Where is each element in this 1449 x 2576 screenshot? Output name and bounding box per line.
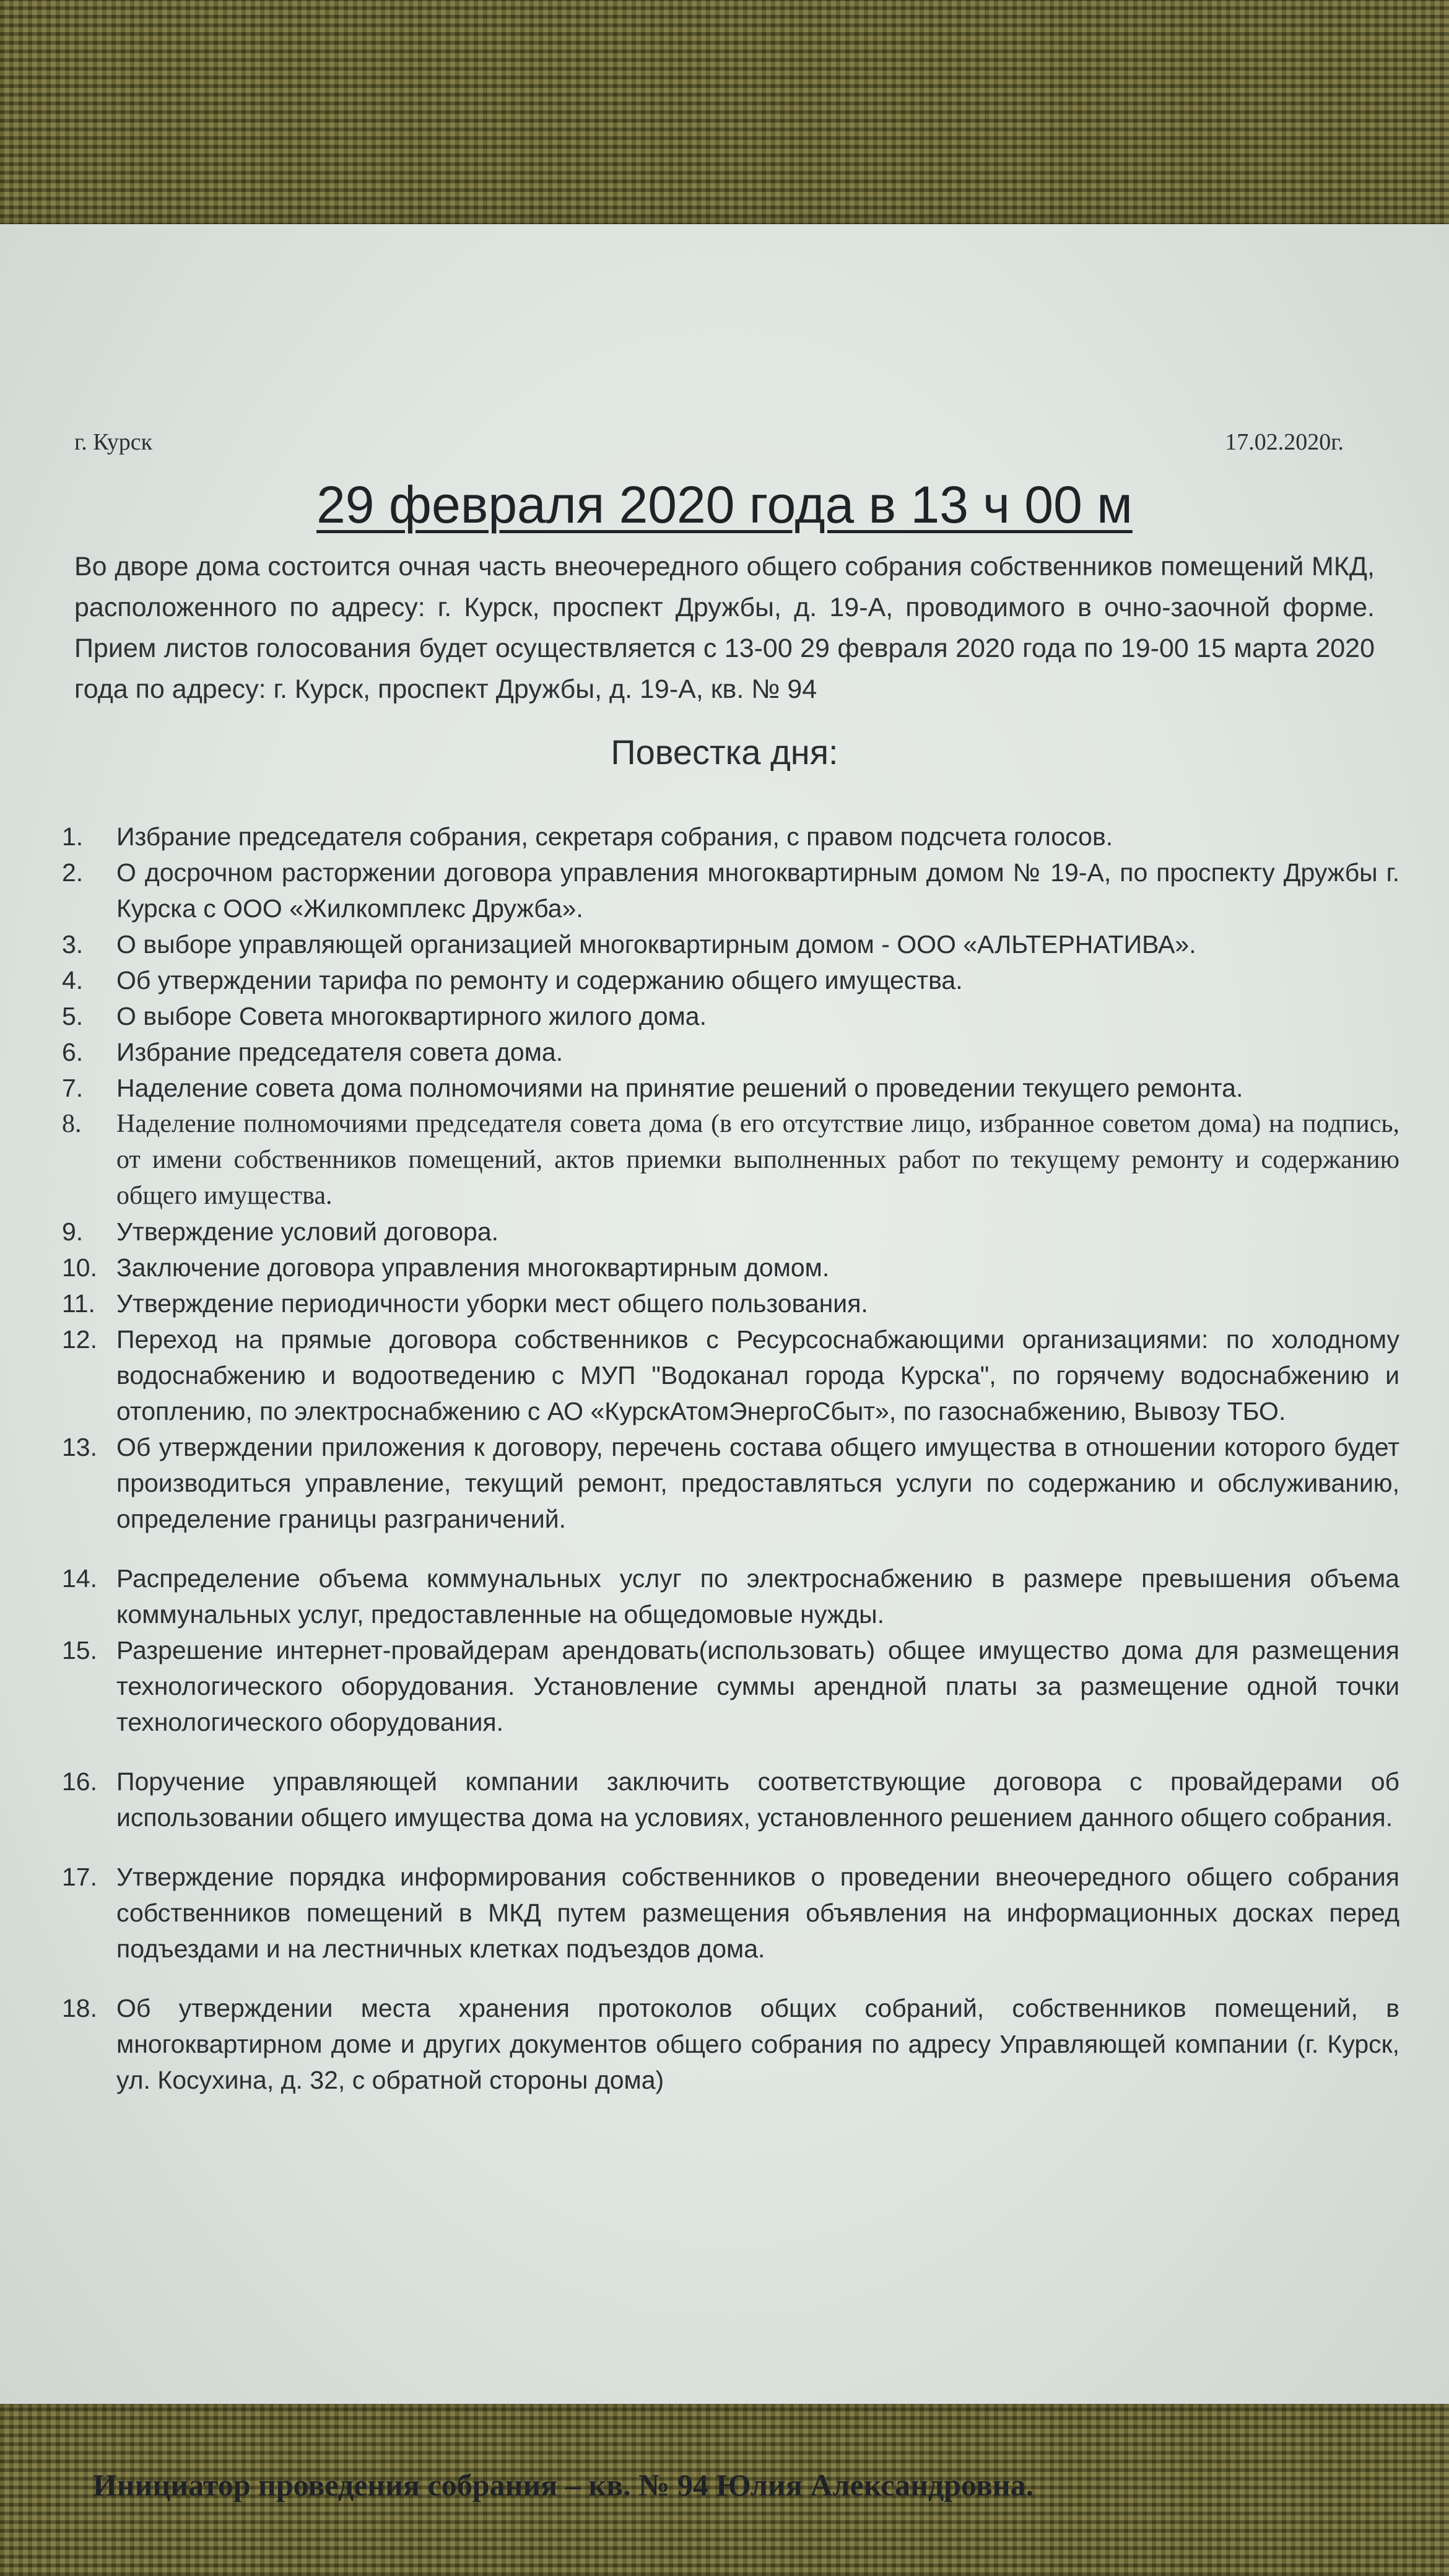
- initiator-line: Инициатор проведения собрания – кв. № 94 Юлия Александровна.: [93, 2468, 1034, 2502]
- agenda-item-number: 1.: [62, 822, 84, 851]
- agenda-item-number: 13.: [62, 1433, 97, 1461]
- agenda-item-text: Наделение совета дома полномочиями на принятие решений о проведении текущего ремонта.: [116, 1074, 1243, 1102]
- agenda-item: [62, 1321, 1399, 1429]
- agenda-item-number: 8.: [62, 1110, 82, 1138]
- agenda-item-text: О досрочном расторжении договора управления многоквартирным домом № 19-А, по проспекту Дружбы г. Курска с ООО «Жилкомплекс Дружба».: [116, 858, 1399, 923]
- agenda-item-text: Избрание председателя собрания, секретаря собрания, с правом подсчета голосов.: [116, 822, 1113, 851]
- agenda-item: [62, 1286, 1399, 1321]
- agenda-item-text: Переход на прямые договора собственников с Ресурсоснабжающими организациями: по холодному водоснабжению и водоотведению с МУП "Водоканал города Курска", по горячему водоснабжению и отоплению, по электроснабжению с АО «КурскАтомЭнергоСбыт», по газоснабжению, Вывозу ТБО.: [116, 1325, 1399, 1425]
- agenda-item: [62, 819, 1399, 855]
- agenda-item-number: 12.: [62, 1325, 97, 1354]
- agenda-item-text: О выборе Совета многоквартирного жилого дома.: [116, 1002, 707, 1030]
- agenda-item-number: 15.: [62, 1636, 97, 1664]
- agenda-item-number: 4.: [62, 966, 84, 994]
- intro-paragraph: Во дворе дома состоится очная часть внеочередного общего собрания собственников помещений МКД, расположенного по адресу: г. Курск, проспект Дружбы, д. 19-А, проводимого в очно-заочной форме. Прием листов голосования будет осуществляется с 13-00 29 февраля 2020 года по 19-00 15 марта 2020 года по адресу: г. Курск, проспект Дружбы, д. 19-А, кв. № 94: [74, 552, 1375, 704]
- agenda-item-text: Утверждение периодичности уборки мест общего пользования.: [116, 1289, 868, 1318]
- agenda-item-text: Об утверждении приложения к договору, перечень состава общего имущества в отношении которого будет производиться управление, текущий ремонт, предоставляться услуги по содержанию и обслуживанию, определение границы разграничений.: [116, 1433, 1399, 1533]
- agenda-item-number: 9.: [62, 1217, 84, 1246]
- agenda-item-number: 5.: [62, 1002, 84, 1030]
- meeting-datetime-text: 29 февраля 2020 года в 13 ч 00 м: [316, 476, 1133, 534]
- agenda-item: [62, 1632, 1399, 1740]
- agenda-item-text: Заключение договора управления многоквартирным домом.: [116, 1253, 830, 1282]
- agenda-item-text: О выборе управляющей организацией многоквартирным домом - ООО «АЛЬТЕРНАТИВА».: [116, 930, 1196, 959]
- agenda-item-number: 18.: [62, 1994, 97, 2022]
- agenda-item: [62, 1250, 1399, 1286]
- agenda-item-number: 10.: [62, 1253, 97, 1282]
- agenda-item: [62, 1429, 1399, 1537]
- agenda-title: Повестка дня:: [611, 733, 838, 772]
- agenda-item-text: Об утверждении тарифа по ремонту и содержанию общего имущества.: [116, 966, 963, 994]
- agenda-item: [62, 1859, 1399, 1967]
- agenda-item-text: Избрание председателя совета дома.: [116, 1038, 564, 1066]
- agenda-item: [62, 1560, 1399, 1632]
- notice-sheet: [0, 224, 1449, 2502]
- city-label: г. Курск: [74, 429, 153, 455]
- agenda-item-number: 11.: [62, 1289, 95, 1318]
- agenda-item: [62, 1764, 1399, 1835]
- agenda-item: [62, 926, 1399, 962]
- agenda-item: [62, 1106, 1399, 1214]
- agenda-item-number: 17.: [62, 1863, 97, 1891]
- agenda-item-number: 14.: [62, 1564, 97, 1593]
- agenda-item-number: 2.: [62, 858, 84, 887]
- agenda-item: [62, 1990, 1399, 2098]
- agenda-item: [62, 998, 1399, 1034]
- agenda-list: [62, 819, 1399, 2098]
- agenda-item-number: 7.: [62, 1074, 84, 1102]
- agenda-item-text: Наделение полномочиями председателя совета дома (в его отсутствие лицо, избранное советом дома) на подпись, от имени собственников помещений, актов приемки выполненных работ по текущему ремонту и содержанию общего имущества.: [116, 1110, 1399, 1210]
- agenda-item: [62, 1070, 1399, 1106]
- agenda-item: [62, 962, 1399, 998]
- agenda-item-number: 3.: [62, 930, 84, 959]
- meeting-datetime-heading: [0, 475, 1449, 535]
- document-date: 17.02.2020г.: [1225, 429, 1344, 455]
- agenda-item-text: Поручение управляющей компании заключить соответствующие договора с провайдерами об использовании общего имущества дома на условиях, установленного решением данного общего собрания.: [116, 1767, 1399, 1832]
- agenda-item: [62, 1034, 1399, 1070]
- agenda-item: [62, 855, 1399, 926]
- agenda-item-text: Распределение объема коммунальных услуг по электроснабжению в размере превышения объема коммунальных услуг, предоставленные на общедомовые нужды.: [116, 1564, 1399, 1629]
- agenda-item-text: Об утверждении места хранения протоколов общих собраний, собственников помещений, в многоквартирном доме и других документов общего собрания по адресу Управляющей компании (г. Курск, ул. Косухина, д. 32, с обратной стороны дома): [116, 1994, 1399, 2094]
- agenda-item-number: 6.: [62, 1038, 84, 1066]
- agenda-item: [62, 1214, 1399, 1250]
- agenda-item-number: 16.: [62, 1767, 97, 1796]
- agenda-item-text: Утверждение порядка информирования собственников о проведении внеочередного общего собрания собственников помещений в МКД путем размещения объявления на информационных досках перед подъездами и на лестничных клетках подъездов дома.: [116, 1863, 1399, 1963]
- agenda-item-text: Разрешение интернет-провайдерам арендовать(использовать) общее имущество дома для размещения технологического оборудования. Установление суммы арендной платы за размещение одной точки технологического оборудования.: [116, 1636, 1399, 1736]
- agenda-item-text: Утверждение условий договора.: [116, 1217, 499, 1246]
